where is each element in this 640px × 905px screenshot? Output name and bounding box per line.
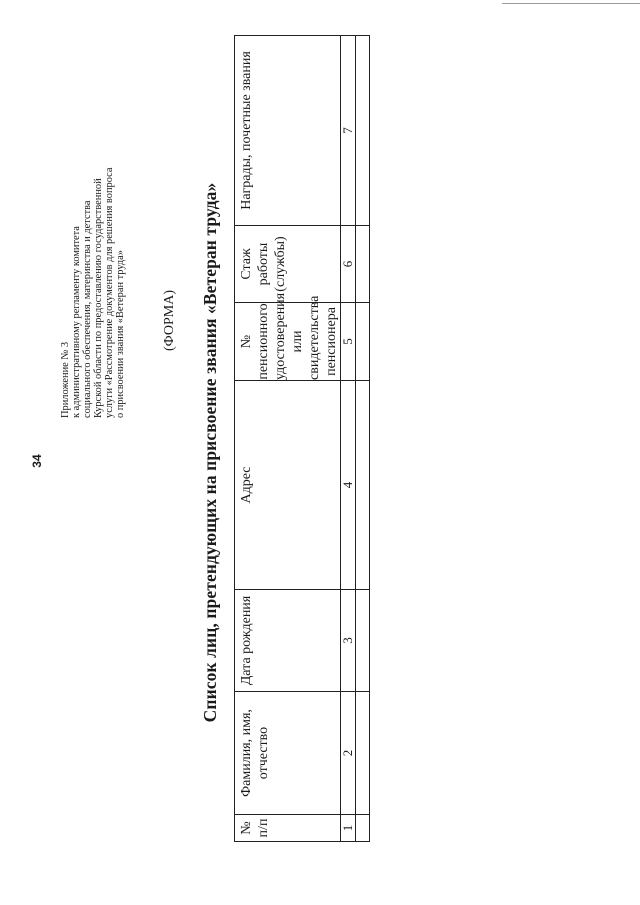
table-cell [356, 381, 370, 590]
table-cell [356, 226, 370, 303]
appendix-line: услуги «Рассмотрение документов для решения вопроса [104, 167, 115, 418]
table-cell [356, 303, 370, 381]
table-row-column-numbers [341, 36, 356, 842]
table-cell: 5 [341, 303, 356, 381]
form-label: (ФОРМА) [162, 289, 177, 351]
column-header-work-experience: Стаж работы (службы) [235, 226, 341, 303]
table-header-row [235, 36, 341, 842]
table-cell: 1 [341, 815, 356, 842]
table-cell: 2 [341, 692, 356, 815]
appendix-block [60, 88, 126, 418]
table-cell: 6 [341, 226, 356, 303]
candidates-table [234, 35, 370, 842]
column-header-full-name: Фамилия, имя, отчество [235, 692, 341, 815]
column-header-address: Адрес [235, 381, 341, 590]
table-cell [356, 590, 370, 692]
appendix-line: о присвоении звания «Ветеран труда» [115, 250, 126, 418]
table-cell [356, 692, 370, 815]
column-header-number: № п/п [235, 815, 341, 842]
appendix-line: социального обеспечения, материнства и детства [82, 200, 93, 418]
appendix-line: к административному регламенту комитета [71, 226, 82, 418]
appendix-line: Приложение № 3 [60, 341, 71, 418]
table-cell: 4 [341, 381, 356, 590]
table-cell: 7 [341, 36, 356, 226]
column-header-birth-date: Дата рождения [235, 590, 341, 692]
column-header-pension-certificate: № пенсионного удостоверения или свидетельства пенсионера [235, 303, 341, 381]
table-row-empty [356, 36, 370, 842]
document-title: Список лиц, претендующих на присвоение звания «Ветеран труда» [200, 182, 220, 723]
appendix-line: Курской области по предоставлению государственной [93, 178, 104, 418]
table-cell [356, 36, 370, 226]
table-cell [356, 815, 370, 842]
page-number: 34 [30, 454, 44, 468]
column-header-awards: Награды, почетные звания [235, 36, 341, 226]
table-cell: 3 [341, 590, 356, 692]
